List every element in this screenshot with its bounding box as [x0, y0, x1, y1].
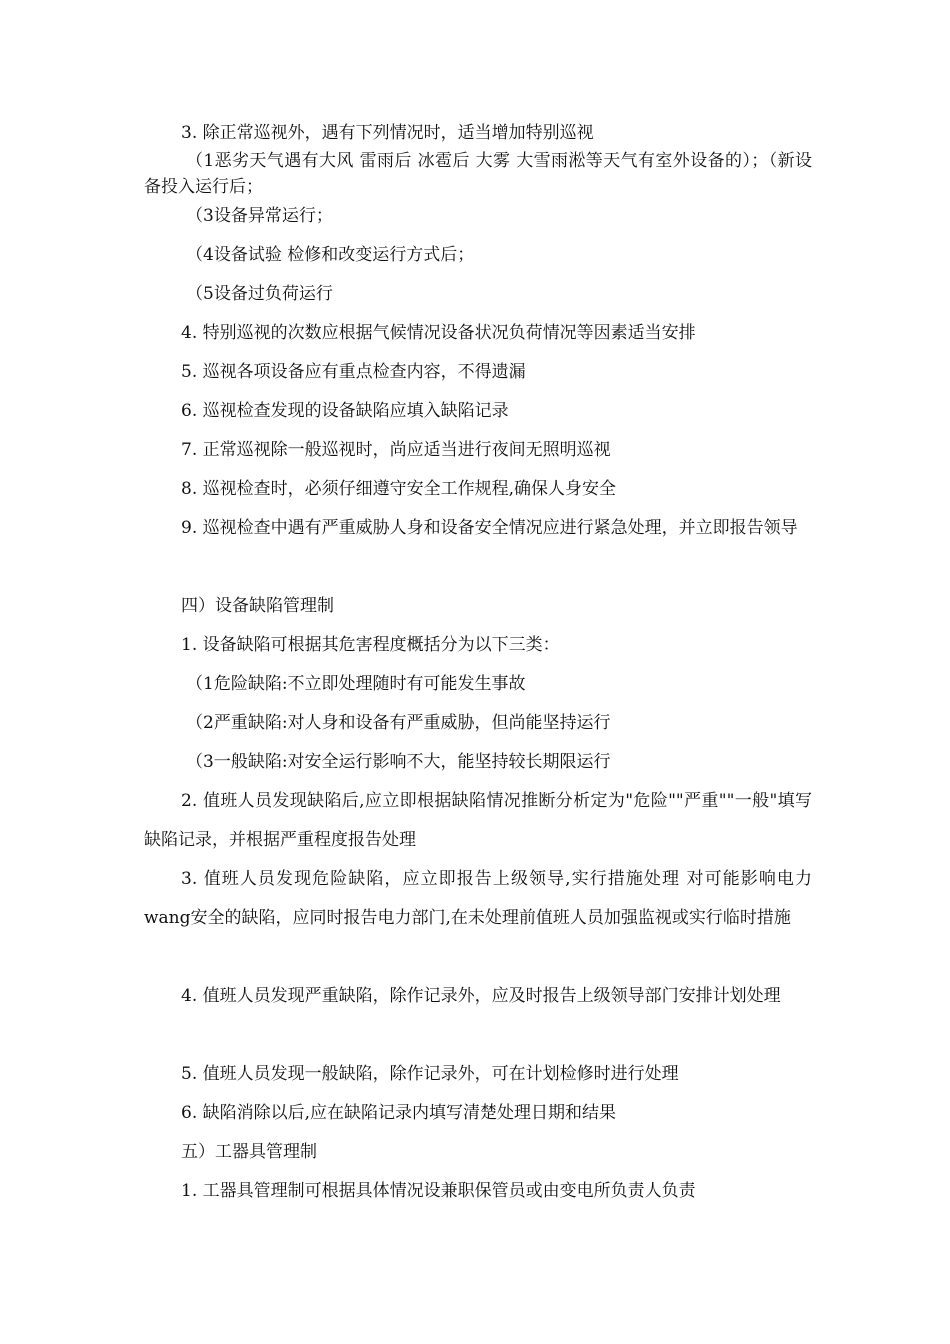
paragraph-item-7: 7. 正常巡视除一般巡视时，尚应适当进行夜间无照明巡视 — [181, 440, 611, 460]
paragraph-defect-type-2: （2严重缺陷:对人身和设备有严重威胁，但尚能坚持运行 — [186, 713, 611, 733]
paragraph-item-4: 4. 特别巡视的次数应根据气候情况设备状况负荷情况等因素适当安排 — [181, 323, 696, 343]
paragraph-defect-item-5: 5. 值班人员发现一般缺陷，除作记录外，可在计划检修时进行处理 — [181, 1064, 679, 1084]
paragraph-defect-item-6: 6. 缺陷消除以后,应在缺陷记录内填写清楚处理日期和结果 — [181, 1103, 617, 1123]
section-heading-tool-management: 五）工器具管理制 — [181, 1142, 317, 1162]
paragraph-item-5: 5. 巡视各项设备应有重点检查内容，不得遗漏 — [181, 362, 526, 382]
paragraph-defect-item-2: 2. 值班人员发现缺陷后,应立即根据缺陷情况推断分析定为"危险""严重""一般"填写缺陷记录，并根据严重程度报告处理 — [144, 791, 812, 850]
paragraph-defect-item-3: 3. 值班人员发现危险缺陷，应立即报告上级领导,实行措施处理 对可能影响电力wang安全的缺陷，应同时报告电力部门,在未处理前值班人员加强监视或实行临时措施 — [144, 869, 812, 928]
paragraph-item-9: 9. 巡视检查中遇有严重威胁人身和设备安全情况应进行紧急处理，并立即报告领导 — [181, 518, 798, 538]
paragraph-condition-5: （5设备过负荷运行 — [186, 284, 333, 304]
paragraph-defect-type-1: （1危险缺陷:不立即处理随时有可能发生事故 — [186, 674, 526, 694]
paragraph-item-6: 6. 巡视检查发现的设备缺陷应填入缺陷记录 — [181, 401, 509, 421]
paragraph-defect-item-1: 1. 设备缺陷可根据其危害程度概括分为以下三类： — [181, 635, 560, 655]
paragraph-defect-type-3: （3一般缺陷:对安全运行影响不大，能坚持较长期限运行 — [186, 752, 611, 772]
paragraph-item-8: 8. 巡视检查时，必须仔细遵守安全工作规程,确保人身安全 — [181, 479, 617, 499]
paragraph-defect-item-4: 4. 值班人员发现严重缺陷，除作记录外，应及时报告上级领导部门安排计划处理 — [181, 986, 781, 1006]
paragraph-condition-3: （3设备异常运行； — [186, 206, 333, 226]
paragraph-condition-1-2: （1恶劣天气遇有大风 雷雨后 冰雹后 大雾 大雪雨淞等天气有室外设备的）；（新设备投入运行后； — [144, 151, 812, 197]
paragraph-condition-4: （4设备试验 检修和改变运行方式后； — [186, 245, 475, 265]
section-heading-defect-management: 四）设备缺陷管理制 — [181, 596, 334, 616]
paragraph-special-inspection: 3. 除正常巡视外，遇有下列情况时，适当增加特别巡视 — [181, 123, 594, 143]
paragraph-tool-item-1: 1. 工器具管理制可根据具体情况设兼职保管员或由变电所负责人负责 — [181, 1181, 696, 1201]
